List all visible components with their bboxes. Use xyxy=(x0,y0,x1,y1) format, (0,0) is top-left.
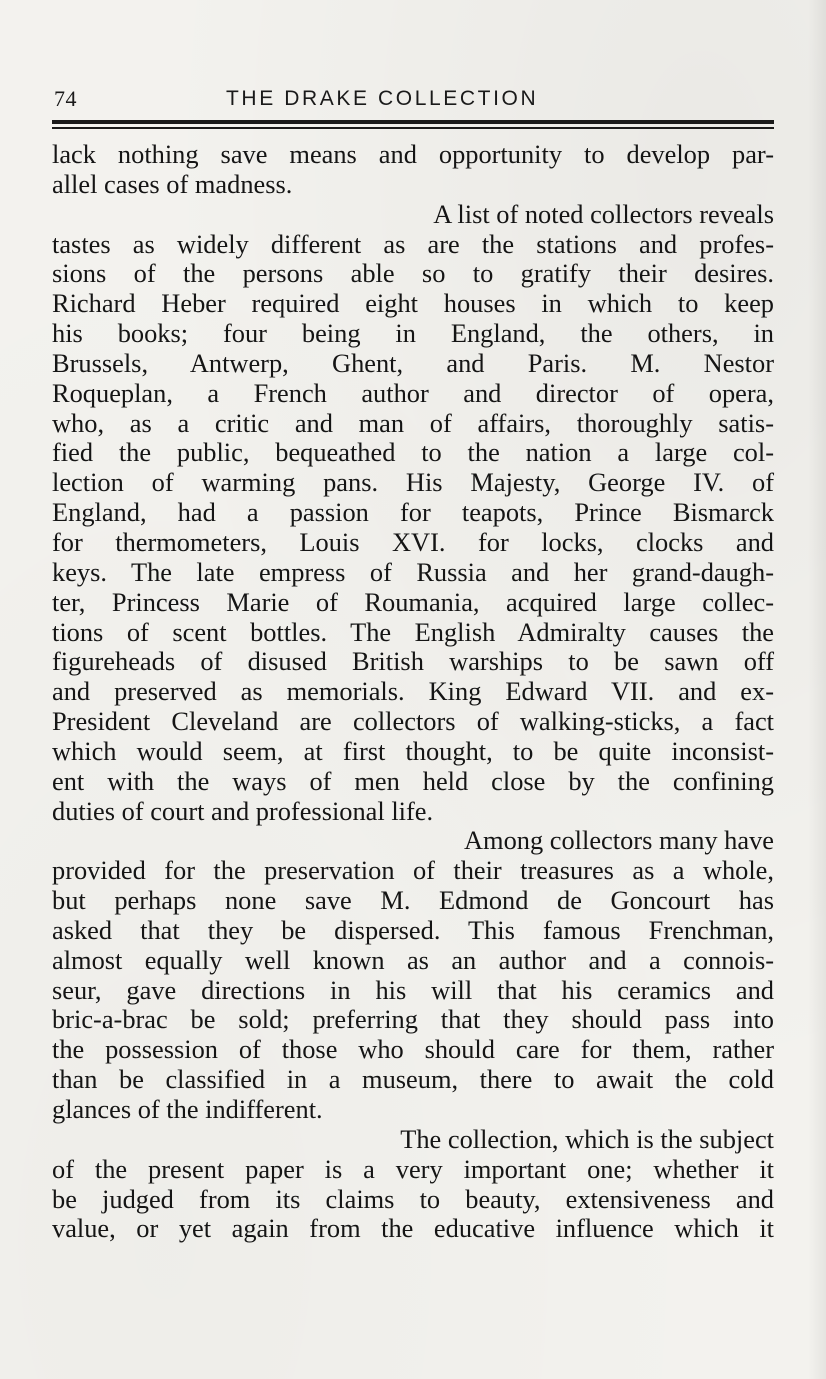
text-line: fied the public, bequeathed to the nation a large col- xyxy=(52,437,774,468)
text-line: Among collectors many have xyxy=(464,825,774,856)
text-line: allel cases of madness. xyxy=(52,168,293,199)
text-line: ter, Princess Marie of Roumania, acquired large collec- xyxy=(52,586,774,617)
text-line: asked that they be dispersed. This famous Frenchman, xyxy=(52,914,774,945)
header-rule-thin xyxy=(52,127,774,129)
text-line: which would seem, at first thought, to be quite inconsist- xyxy=(52,735,774,766)
text-line: Richard Heber required eight houses in which to keep xyxy=(52,288,774,319)
text-line: value, or yet again from the educative influence which it xyxy=(52,1213,774,1244)
text-line: A list of noted collectors reveals xyxy=(433,198,774,229)
text-line: seur, gave directions in his will that his ceramics and xyxy=(52,974,774,1005)
text-line: his books; four being in England, the others, in xyxy=(52,318,774,349)
text-line: sions of the persons able so to gratify their desires. xyxy=(52,258,774,289)
text-line: lection of warming pans. His Majesty, George IV. of xyxy=(52,467,774,498)
text-line: tions of scent bottles. The English Admiralty causes the xyxy=(52,616,774,647)
text-line: President Cleveland are collectors of walking-sticks, a fact xyxy=(52,706,774,737)
text-line: figureheads of disused British warships to be sawn off xyxy=(52,646,774,677)
text-line: duties of court and professional life. xyxy=(52,795,434,826)
text-line: and preserved as memorials. King Edward VII. and ex- xyxy=(52,676,774,707)
text-line: lack nothing save means and opportunity to develop par- xyxy=(52,139,774,169)
text-line: be judged from its claims to beauty, extensiveness and xyxy=(52,1183,774,1214)
text-line: glances of the indifferent. xyxy=(52,1094,323,1124)
text-line: keys. The late empress of Russia and her grand-daugh- xyxy=(52,556,774,587)
running-header xyxy=(52,82,774,118)
text-line: than be classified in a museum, there to await the cold xyxy=(52,1064,774,1095)
text-line: tastes as widely different as are the stations and profes- xyxy=(52,228,774,259)
text-line: Roqueplan, a French author and director of opera, xyxy=(52,377,774,408)
text-line: the possession of those who should care for them, rather xyxy=(52,1034,774,1065)
text-line: for thermometers, Louis XVI. for locks, clocks and xyxy=(52,526,774,557)
text-line: almost equally well known as an author and a connois- xyxy=(52,944,774,975)
text-line: ent with the ways of men held close by the confining xyxy=(52,765,774,796)
running-title: THE DRAKE COLLECTION xyxy=(226,87,539,110)
header-rule-thick xyxy=(52,120,774,124)
body-text xyxy=(52,140,774,1244)
text-line: who, as a critic and man of affairs, thoroughly satis- xyxy=(52,407,774,438)
page-number: 74 xyxy=(54,86,77,111)
text-line: Brussels, Antwerp, Ghent, and Paris. M. Nestor xyxy=(52,347,774,378)
text-line: but perhaps none save M. Edmond de Goncourt has xyxy=(52,885,774,916)
text-line: bric-a-brac be sold; preferring that they should pass into xyxy=(52,1004,774,1035)
text-line: of the present paper is a very important one; whether it xyxy=(52,1153,774,1184)
text-line: England, had a passion for teapots, Prince Bismarck xyxy=(52,497,774,528)
text-line: The collection, which is the subject xyxy=(400,1123,774,1154)
page-edge-shadow xyxy=(808,0,826,1379)
text-line: provided for the preservation of their treasures as a whole, xyxy=(52,855,774,886)
